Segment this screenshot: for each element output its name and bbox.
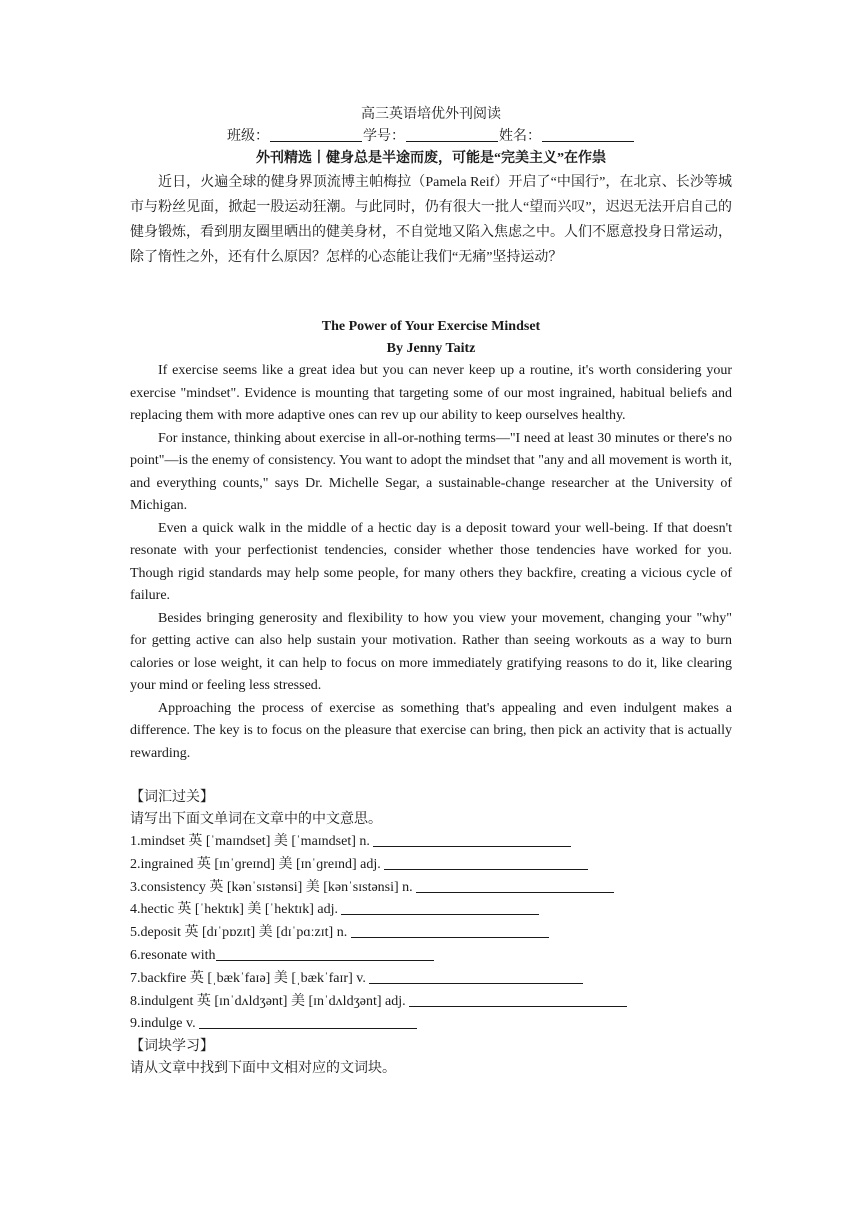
article-paragraph: Even a quick walk in the middle of a hectic day is a deposit toward your well-being. If that doesn't resonate with your perfectionist tendencies, consider whether those tendencies have worked for you. Though rigid standards may help some people, for many others they backfire, creating a vicious cycle of failure.	[130, 520, 732, 603]
vocab-item	[130, 922, 732, 945]
name-label: 姓名：	[499, 129, 541, 144]
vocab-word: 1.mindset 英 [ˈmaɪndset] 美 [ˈmaɪndset] n.	[130, 834, 370, 849]
vocab-word: 8.indulgent 英 [ɪnˈdʌldʒənt] 美 [ɪnˈdʌldʒənt] adj.	[130, 993, 406, 1009]
answer-blank[interactable]	[216, 946, 434, 961]
article-title: The Power of Your Exercise Mindset	[321, 319, 541, 334]
vocab-word: 9.indulge v.	[130, 1016, 196, 1032]
chunks-heading: 【词块学习】	[130, 1039, 214, 1055]
answer-blank[interactable]	[199, 1014, 417, 1029]
intro-subtitle: 外刊精选丨健身总是半途而废，可能是“完美主义”在作祟	[256, 151, 606, 166]
name-blank[interactable]	[542, 127, 634, 142]
class-blank[interactable]	[270, 127, 362, 142]
answer-blank[interactable]	[351, 923, 549, 938]
vocab-word: 5.deposit 英 [dɪˈpɒzɪt] 美 [dɪˈpɑːzɪt] n.	[130, 925, 348, 941]
vocab-word: 3.consistency 英 [kənˈsɪstənsi] 美 [kənˈsɪstənsi] n.	[130, 879, 413, 895]
vocab-heading: 【词汇过关】	[130, 790, 214, 805]
vocab-item	[130, 854, 732, 877]
vocab-word: 4.hectic 英 [ˈhektɪk] 美 [ˈhektɪk] adj.	[130, 902, 338, 918]
vocab-word: 7.backfire 英 [ˌbækˈfaɪə] 美 [ˌbækˈfaɪr] v.	[130, 970, 366, 986]
vocab-item	[130, 831, 732, 854]
article-paragraph: For instance, thinking about exercise in all-or-nothing terms—"I need at least 30 minutes or there's no point"—is the enemy of consistency. You want to adopt the mindset that "any and all movement is worth it, and everything counts," says Dr. Michelle Segar, a sustainable-change researcher at the University of Michigan.	[130, 430, 732, 513]
answer-blank[interactable]	[409, 992, 627, 1007]
answer-blank[interactable]	[341, 900, 539, 915]
chunks-instruction: 请从文章中找到下面中文相对应的文词块。	[130, 1061, 396, 1077]
id-label: 学号：	[363, 129, 405, 144]
worksheet-title: 高三英语培优外刊阅读	[361, 107, 501, 122]
vocab-item	[130, 899, 732, 922]
class-label: 班级：	[227, 129, 269, 144]
article-paragraph: Besides bringing generosity and flexibility to how you view your movement, changing your "why" for getting active can also help sustain your motivation. Rather than seeing workouts as a way to burn calories or lose weight, it can help to focus on more immediately gratifying reasons to do it, like clearing your mind or feeling less stressed.	[130, 610, 732, 693]
student-info-line	[130, 126, 732, 148]
id-blank[interactable]	[406, 127, 498, 142]
vocab-item	[130, 1013, 732, 1036]
vocab-word: 2.ingrained 英 [ɪnˈɡreɪnd] 美 [ɪnˈɡreɪnd] adj.	[130, 856, 381, 872]
intro-text: 近日，火遍全球的健身界顶流博主帕梅拉（Pamela Reif）开启了“中国行”，在北京、长沙等城市与粉丝见面，掀起一股运动狂潮。与此同时，仍有很大一批人“望而兴叹”，迟迟无法开启自己的健身锻炼，看到朋友圈里晒出的健美身材，不自觉地又陷入焦虑之中。人们不愿意投身日常运动，除了惰性之外，还有什么原因？怎样的心态能让我们“无痛”坚持运动？	[130, 175, 732, 265]
vocab-item	[130, 945, 732, 968]
article-paragraph: If exercise seems like a great idea but you can never keep up a routine, it's worth considering your exercise "mindset". Evidence is mounting that targeting some of our most ingrained, habitual beliefs and replacing them with more adaptive ones can rev up our ability to keep ourselves healthy.	[130, 363, 732, 423]
vocab-instruction: 请写出下面文单词在文章中的中文意思。	[130, 812, 382, 827]
vocab-item	[130, 877, 732, 900]
article-paragraph: Approaching the process of exercise as something that's appealing and even indulgent makes a difference. The key is to focus on the pleasure that exercise can bring, then pick an activity that is actually rewarding.	[130, 700, 732, 761]
answer-blank[interactable]	[373, 832, 571, 847]
article-author: By Jenny Taitz	[386, 341, 476, 356]
vocab-word: 6.resonate with	[130, 947, 216, 963]
vocab-item	[130, 968, 732, 991]
answer-blank[interactable]	[369, 969, 583, 984]
vocab-item	[130, 991, 732, 1014]
answer-blank[interactable]	[416, 878, 614, 893]
answer-blank[interactable]	[384, 855, 588, 870]
